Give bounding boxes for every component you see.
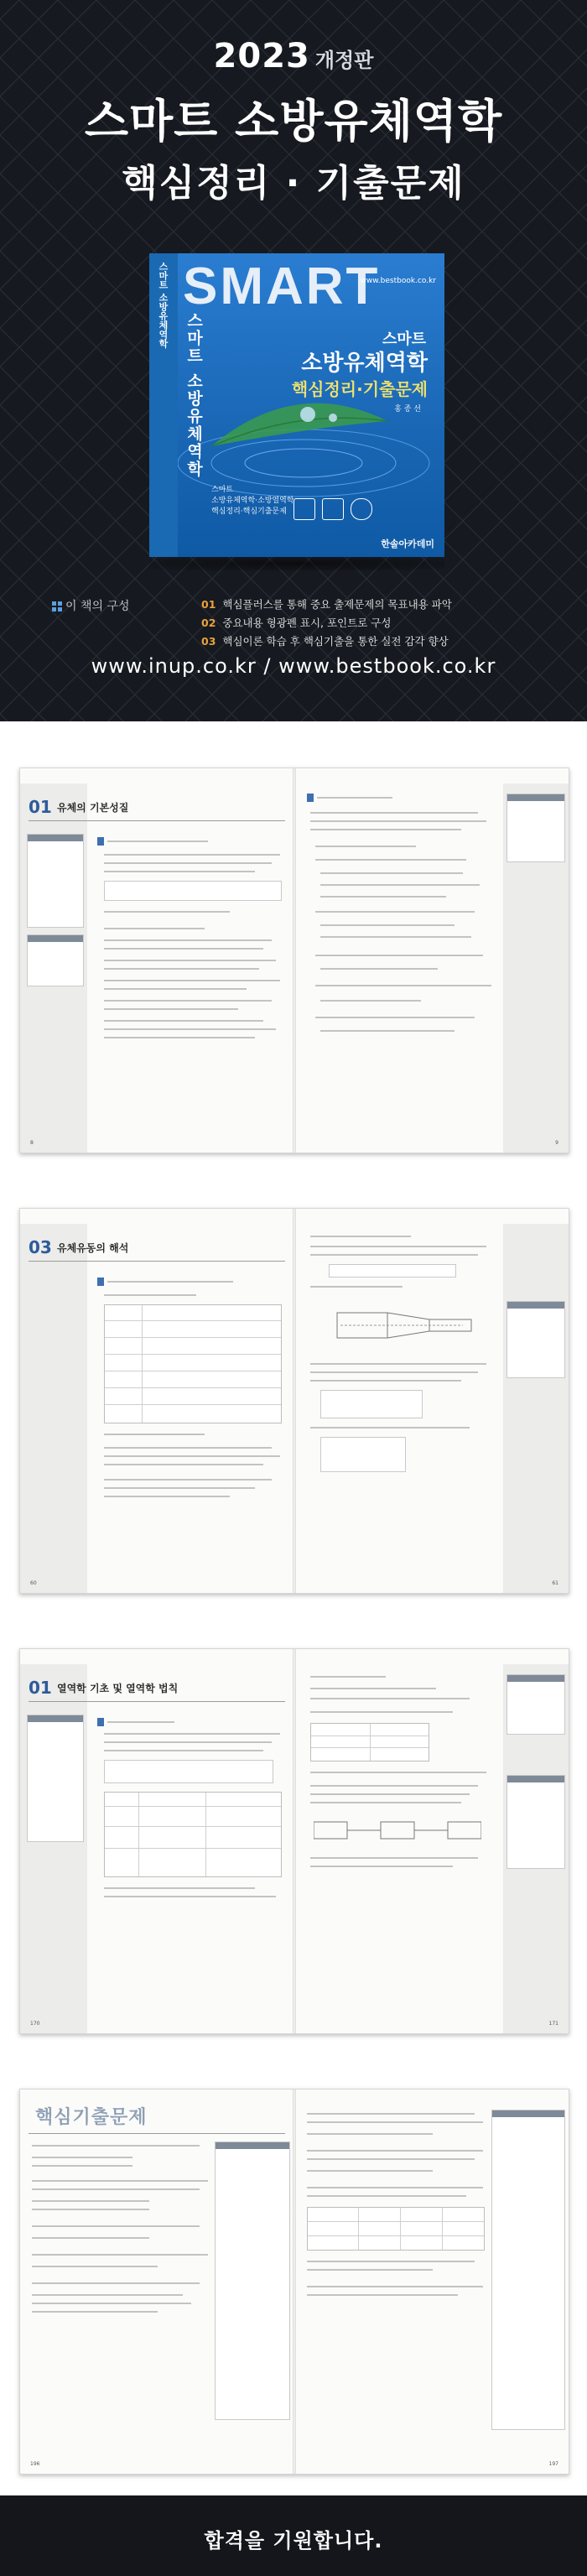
- text-line: [307, 2187, 483, 2188]
- book-icon: [351, 498, 372, 520]
- book-front: [178, 253, 444, 557]
- edition-line: [0, 37, 587, 75]
- text-line: [320, 896, 446, 898]
- sample-spread: [19, 2089, 569, 2475]
- website-links[interactable]: www.inup.co.kr / www.bestbook.co.kr: [91, 654, 496, 678]
- text-line: [104, 928, 205, 929]
- text-line: [315, 859, 466, 861]
- formula-box: [320, 1437, 406, 1472]
- text-line: [104, 1020, 263, 1022]
- text-line: [315, 1017, 475, 1018]
- answer-column: [215, 2141, 290, 2420]
- chapter-number: 01: [29, 797, 52, 817]
- text-line: [315, 911, 475, 913]
- text-line: [104, 1487, 255, 1489]
- text-line: [320, 1030, 455, 1032]
- grid-icon: [52, 601, 62, 611]
- text-line: [307, 2121, 483, 2123]
- chapter-number: 03: [29, 1237, 52, 1257]
- text-line: [307, 2195, 466, 2197]
- key-point-box: [506, 1775, 565, 1869]
- footer-banner: [0, 2495, 587, 2576]
- feature-text: 핵심이론 학습 후 핵심기출을 통한 실전 감각 향상: [222, 635, 449, 648]
- text-line: [307, 2286, 483, 2287]
- chapter-number: 01: [29, 1678, 52, 1698]
- text-line: [315, 985, 491, 986]
- page-number: 171: [548, 2021, 558, 2027]
- text-line: [307, 2113, 475, 2115]
- page-number: 197: [548, 2461, 558, 2467]
- page-gutter: [293, 2089, 296, 2474]
- text-line: [32, 2157, 132, 2158]
- text-line: [32, 2200, 149, 2202]
- text-line: [104, 854, 280, 856]
- text-line: [104, 968, 259, 970]
- text-line: [104, 871, 255, 872]
- sub-title: 핵심정리 · 기출문제: [122, 162, 465, 205]
- edition-label: 개정판: [314, 49, 374, 72]
- section-heading-bar: [97, 837, 104, 846]
- section-heading-bar: [97, 1718, 104, 1726]
- text-line: [104, 1496, 230, 1497]
- key-point-box: [506, 794, 565, 862]
- text-line: [307, 2133, 433, 2135]
- feature-number: 01: [201, 598, 216, 611]
- text-line: [320, 1000, 421, 1002]
- sample-spread: [19, 768, 569, 1153]
- text-line: [32, 2188, 200, 2190]
- text-line: [310, 1363, 486, 1365]
- book-publisher: 한솔아카데미: [381, 539, 434, 549]
- text-line: [104, 1037, 255, 1038]
- book-info: [211, 485, 294, 518]
- text-line: [104, 939, 272, 941]
- text-line: [32, 2303, 191, 2304]
- section-heading-bar: [97, 1278, 104, 1286]
- feature-number: 02: [201, 617, 216, 629]
- highlight-box: [329, 1264, 456, 1278]
- margin-column: [503, 1224, 569, 1593]
- margin-column: [20, 1224, 87, 1593]
- right-page: [295, 2089, 569, 2474]
- book-spine: [149, 253, 178, 557]
- text-line: [310, 1254, 478, 1256]
- text-line: [104, 960, 276, 961]
- text-line: [310, 1793, 470, 1795]
- text-line: [104, 862, 272, 864]
- sample-spread: [19, 1208, 569, 1594]
- chapter-title: 유체유동의 해석: [57, 1242, 129, 1254]
- text-line: [310, 1371, 478, 1373]
- page-number: 170: [30, 2021, 40, 2027]
- text-line: [32, 2165, 132, 2167]
- text-line: [32, 2254, 208, 2256]
- book-info-line1: 스마트: [211, 486, 234, 494]
- page-number: 60: [30, 1580, 37, 1586]
- text-line: [32, 2237, 149, 2239]
- text-line: [320, 884, 480, 886]
- left-page: [20, 1649, 294, 2033]
- left-page: [20, 768, 294, 1153]
- sample-spread: [19, 1648, 569, 2034]
- text-line: [104, 1294, 196, 1296]
- feature-text: 중요내용 형광펜 표시, 포인트로 구성: [222, 617, 392, 629]
- right-page: [295, 768, 569, 1153]
- text-line: [307, 2294, 458, 2296]
- chapter-title: 유체의 기본성질: [57, 802, 129, 814]
- book-icon: [322, 498, 344, 520]
- text-line: [104, 1896, 276, 1897]
- text-line: [104, 948, 263, 950]
- text-line: [104, 988, 247, 990]
- book-cover-line3: 핵심정리·기출문제: [291, 379, 428, 399]
- text-line: [310, 1246, 486, 1247]
- footer-message: 합격을 기원합니다.: [204, 2529, 383, 2553]
- text-line: [310, 829, 461, 830]
- text-line: [32, 2225, 200, 2227]
- page-gutter: [293, 1649, 296, 2033]
- text-line: [104, 911, 230, 913]
- text-line: [29, 2133, 285, 2134]
- key-point-box: [27, 934, 84, 986]
- text-line: [32, 2294, 183, 2296]
- features-heading-text: 이 책의 구성: [65, 600, 130, 613]
- text-line: [315, 846, 416, 847]
- text-line: [104, 1750, 263, 1751]
- feature-item: [201, 632, 452, 651]
- text-line: [32, 2282, 200, 2284]
- feature-item: [201, 614, 452, 632]
- book-info-line3: 핵심정리·핵심기출문제: [211, 507, 287, 516]
- formula-box: [320, 1390, 423, 1418]
- text-line: [310, 1857, 478, 1859]
- book-vertical-title: 스마트 소방유체역학: [184, 312, 203, 478]
- text-line: [320, 936, 471, 938]
- text-line: [310, 1236, 411, 1237]
- page-number: 196: [30, 2461, 40, 2467]
- data-table: [104, 1304, 282, 1423]
- text-line: [310, 1866, 453, 1867]
- text-line: [29, 1701, 285, 1702]
- section-heading-bar: [307, 794, 314, 802]
- text-line: [29, 820, 285, 821]
- edition-year: 2023: [213, 37, 310, 75]
- pipe-flow-diagram: [329, 1296, 480, 1355]
- spine-label: 스마트 소방유체역학: [158, 262, 169, 348]
- book-cover-line2: 소방유체역학: [301, 351, 428, 376]
- book-cover-line1: 스마트: [382, 330, 426, 348]
- data-table: [310, 1723, 429, 1762]
- text-line: [310, 1698, 470, 1699]
- text-line: [104, 1455, 280, 1457]
- text-line: [307, 2158, 475, 2160]
- feature-text: 핵심플러스를 통해 중요 출제문제의 목표내용 파악: [222, 598, 452, 611]
- text-line: [310, 820, 486, 822]
- left-page: [20, 2089, 294, 2474]
- text-line: [107, 1721, 174, 1723]
- text-line: [307, 2269, 433, 2271]
- key-point-box: [506, 1674, 565, 1735]
- text-line: [32, 2145, 200, 2147]
- text-line: [104, 1028, 276, 1030]
- text-line: [104, 1741, 272, 1743]
- text-line: [32, 2180, 208, 2182]
- text-line: [310, 1802, 461, 1803]
- data-table: [307, 2207, 485, 2251]
- feature-number: 03: [201, 635, 216, 648]
- hero-section: [0, 0, 587, 721]
- main-title: 스마트 소방유체역학: [84, 95, 503, 148]
- text-line: [104, 1887, 255, 1889]
- text-line: [104, 1464, 263, 1465]
- text-line: [310, 812, 478, 814]
- text-line: [104, 1733, 280, 1735]
- left-page: [20, 1209, 294, 1593]
- energy-flow-diagram: [314, 1814, 481, 1847]
- text-line: [104, 980, 280, 981]
- text-line: [310, 1785, 478, 1787]
- book-brand: SMART: [183, 258, 381, 315]
- highlight-box: [104, 1760, 273, 1783]
- text-line: [32, 2311, 158, 2313]
- text-line: [29, 1261, 285, 1262]
- text-line: [320, 924, 455, 926]
- text-line: [310, 1711, 453, 1713]
- answer-column: [491, 2110, 565, 2430]
- text-line: [307, 2261, 475, 2262]
- exam-section-title: 핵심기출문제: [35, 2107, 148, 2128]
- key-point-box: [506, 1301, 565, 1378]
- page-number: 61: [552, 1580, 558, 1586]
- chapter-title: 열역학 기초 및 열역학 법칙: [57, 1683, 179, 1694]
- text-line: [104, 1447, 272, 1449]
- text-line: [104, 1479, 272, 1481]
- text-line: [310, 1676, 386, 1678]
- text-line: [315, 955, 483, 956]
- page-number: 8: [30, 1140, 34, 1146]
- book-info-line2: 소방유체역학·소방열역학: [211, 497, 294, 505]
- page-number: 9: [555, 1140, 558, 1146]
- text-line: [320, 872, 463, 874]
- text-line: [310, 1286, 403, 1288]
- highlight-box: [104, 881, 282, 901]
- key-point-box: [27, 834, 84, 928]
- text-line: [310, 1772, 486, 1773]
- text-line: [307, 2170, 433, 2172]
- text-line: [32, 2266, 158, 2267]
- book-url: www.bestbook.co.kr: [360, 277, 436, 285]
- book-icon: [294, 498, 315, 520]
- right-page: [295, 1649, 569, 2033]
- text-line: [32, 2209, 149, 2210]
- text-line: [317, 797, 392, 799]
- text-line: [310, 1688, 436, 1689]
- text-line: [310, 1427, 470, 1429]
- text-line: [104, 1008, 238, 1010]
- text-line: [104, 1000, 272, 1002]
- book-cover: [149, 253, 444, 557]
- features-heading: [52, 597, 130, 614]
- text-line: [104, 1434, 205, 1435]
- right-page: [295, 1209, 569, 1593]
- book-shadow: [149, 557, 444, 570]
- text-line: [107, 1281, 233, 1283]
- sample-pages-section: [0, 721, 587, 2495]
- key-point-box: [27, 1715, 84, 1842]
- text-line: [107, 840, 208, 842]
- text-line: [307, 2150, 483, 2152]
- page-gutter: [293, 768, 296, 1153]
- data-table: [104, 1792, 282, 1877]
- page-gutter: [293, 1209, 296, 1593]
- feature-item: [201, 596, 452, 614]
- text-line: [320, 968, 438, 970]
- features-list: [201, 596, 452, 651]
- book-author: 홍 종 선: [394, 405, 421, 414]
- text-line: [310, 1380, 461, 1382]
